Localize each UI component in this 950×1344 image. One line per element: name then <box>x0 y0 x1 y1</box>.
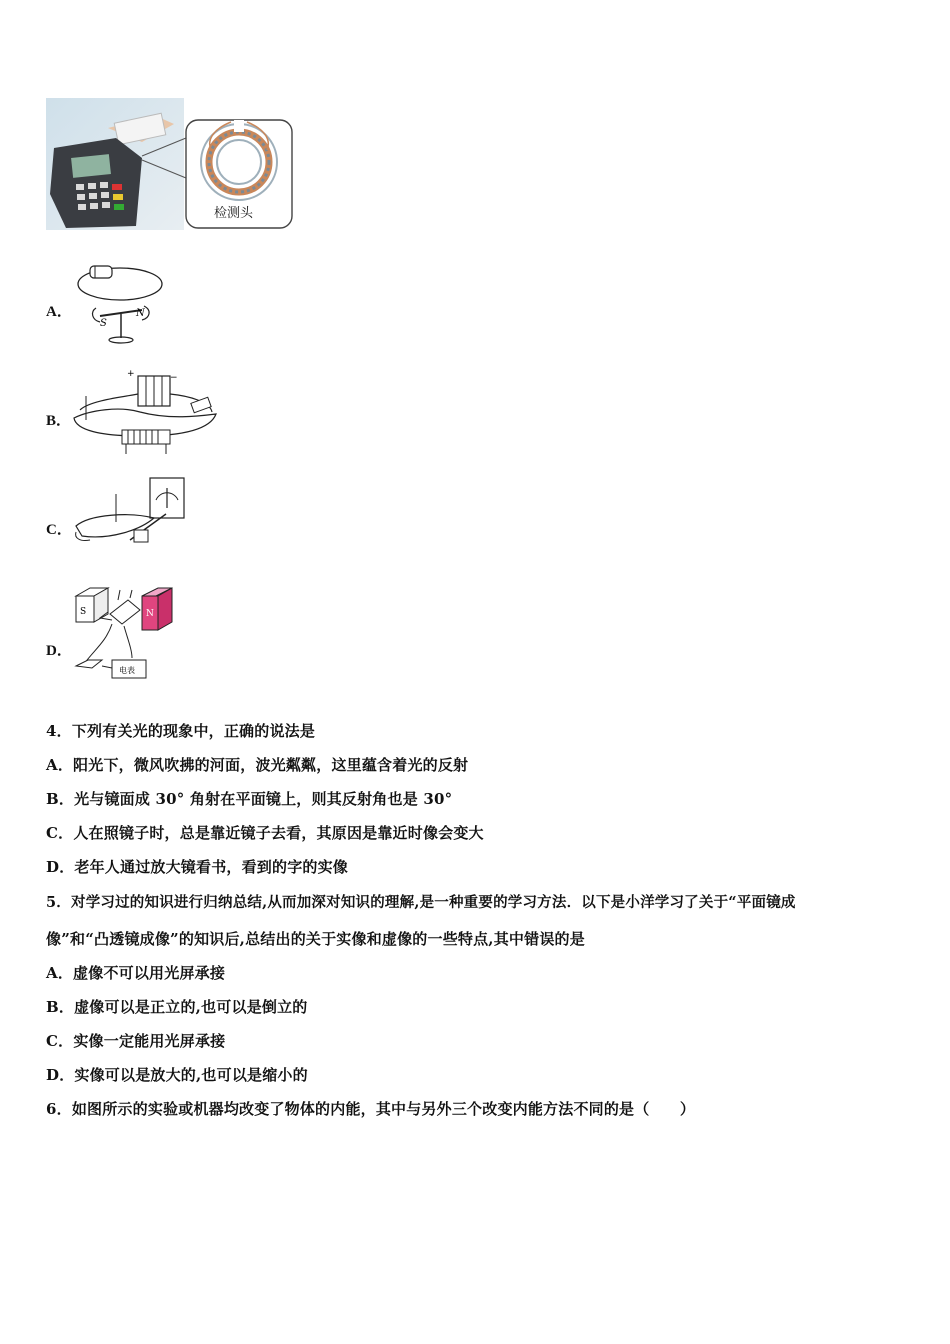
q5-option-d: D．实像可以是放大的,也可以是缩小的 <box>46 1066 308 1084</box>
battery-plus-sign: + <box>127 369 135 379</box>
compass-wire-illustration <box>70 258 166 350</box>
motor-circuit-illustration <box>70 366 220 458</box>
q6-stem: 6．如图所示的实验或机器均改变了物体的内能，其中与另外三个改变内能方法不同的是（ ） <box>46 1100 696 1118</box>
figure-option-a <box>70 258 166 350</box>
magnet-n-label: N <box>136 308 145 319</box>
q5-option-c: C．实像一定能用光屏承接 <box>46 1032 226 1050</box>
q5-stem-line-2: 像”和“凸透镜成像”的知识后,总结出的关于实像和虚像的一些特点,其中错误的是 <box>46 930 585 948</box>
figure-option-c-label: C． <box>46 522 72 538</box>
figure-option-d <box>72 586 178 684</box>
q4-option-b: B．光与镜面成 30° 角射在平面镜上，则其反射角也是 30° <box>46 790 453 808</box>
figure-option-b <box>70 366 220 458</box>
figure-option-a-label: A． <box>46 304 72 320</box>
meter-label: 电表 <box>119 666 135 675</box>
pole-n-label: N <box>146 609 154 619</box>
q5-option-b: B．虚像可以是正立的,也可以是倒立的 <box>46 998 308 1016</box>
galvanometer-circuit-illustration <box>70 474 194 554</box>
q5-stem-line-1: 5．对学习过的知识进行归纳总结,从而加深对知识的理解,是一种重要的学习方法．以下是小洋学习了关于“平面镜成 <box>46 894 796 911</box>
figure-option-d-label: D． <box>46 643 72 659</box>
q4-option-d: D．老年人通过放大镜看书，看到的字的实像 <box>46 858 349 876</box>
figure-option-b-label: B． <box>46 413 72 429</box>
generator-illustration <box>72 586 178 684</box>
callout-label: 检测头 <box>214 206 254 221</box>
card-reader-illustration <box>46 98 296 232</box>
q4-option-a: A．阳光下，微风吹拂的河面，波光粼粼，这里蕴含着光的反射 <box>46 756 469 774</box>
q4-option-c: C．人在照镜子时，总是靠近镜子去看，其原因是靠近时像会变大 <box>46 824 484 842</box>
card-reader-figure <box>46 98 296 232</box>
figure-option-c <box>70 474 194 554</box>
q5-option-a: A．虚像不可以用光屏承接 <box>46 964 226 982</box>
magnet-s-label: S <box>100 318 107 329</box>
q4-stem: 4．下列有关光的现象中，正确的说法是 <box>46 722 316 740</box>
battery-minus-sign: − <box>170 373 178 383</box>
pole-s-label: S <box>80 607 87 617</box>
